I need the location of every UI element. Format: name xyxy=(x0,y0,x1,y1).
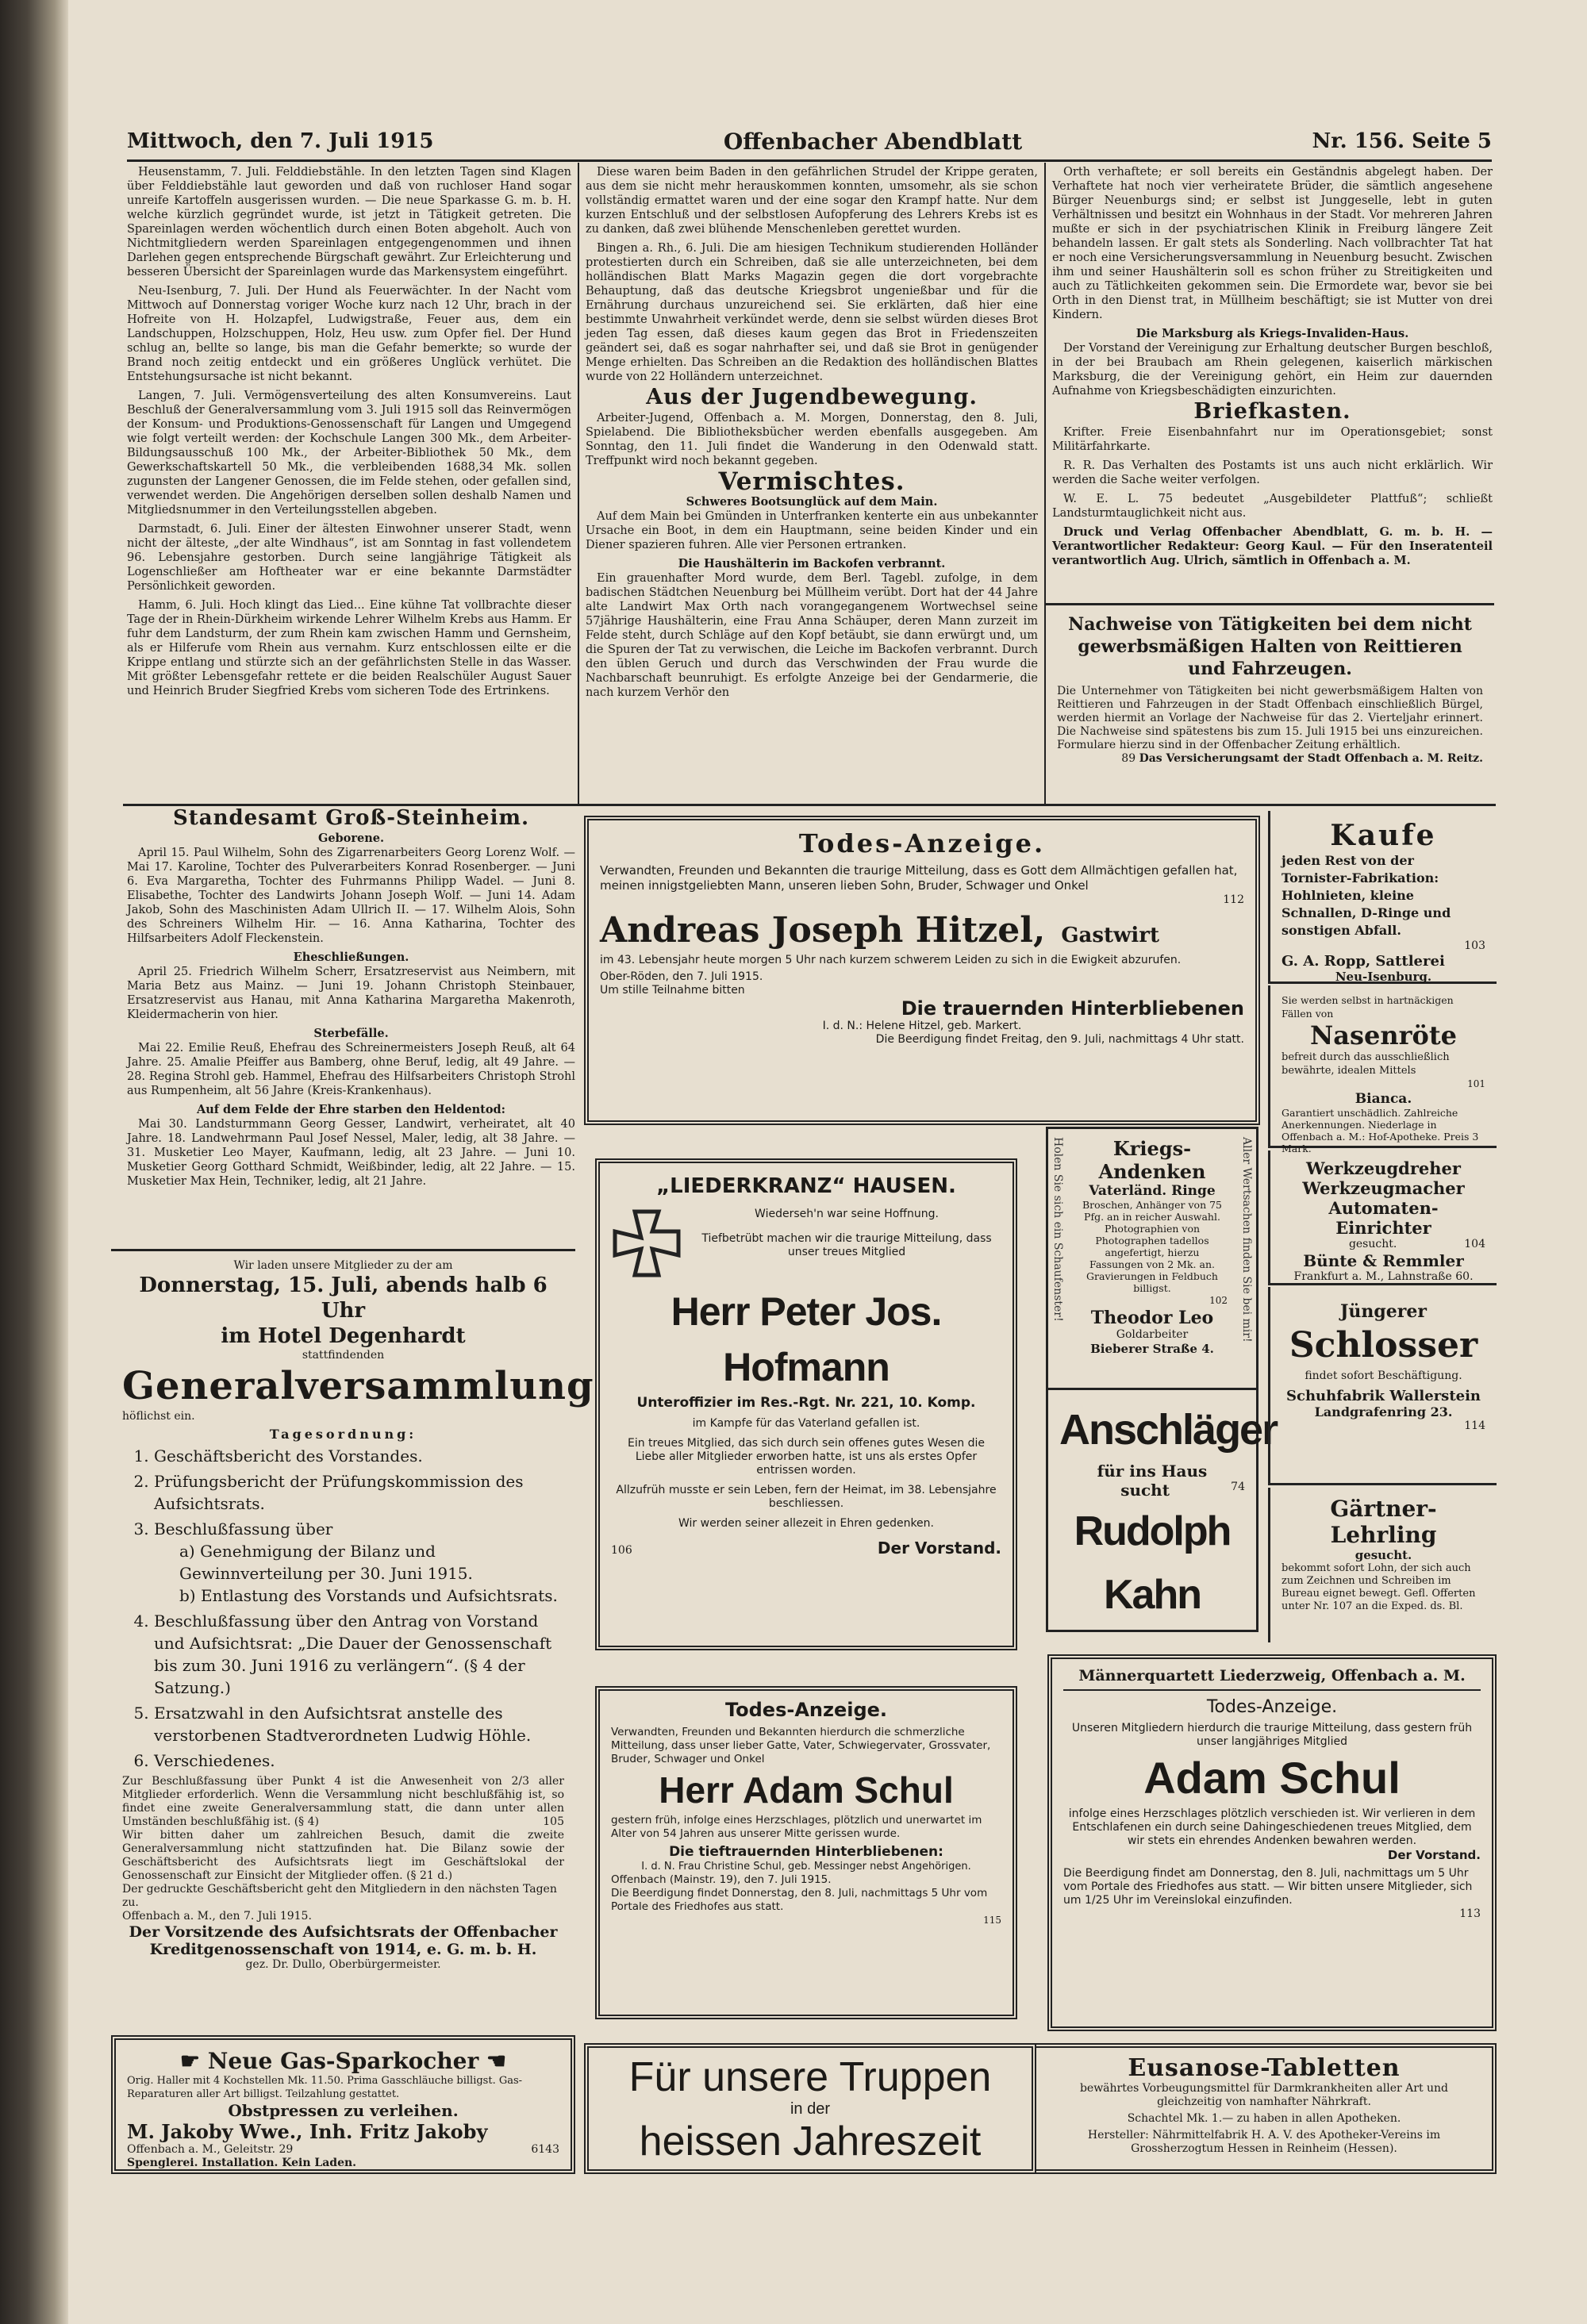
article-heusenstamm: Heusenstamm, 7. Juli. Felddiebstähle. In den letzten Tagen sind Klagen über Felddiebstähle laut geworden und daß von ruchloser Hand sogar unreife Kartoffeln ausgerissen wurden. — Die neue Sparkasse G. m. b. H. welche kürzlich gegründet wurde, ist jetzt in Tätigkeit getreten. Die Spareinlagen werden wöchentlich durch einen Boten abgeholt. Auch von Nichtmitgliedern werden Spareinlagen entgegengenommen und ihnen Darlehen gegen entsprechende Bürgschaft gewährt. Zur Erleichterung und besseren Übersicht der Spareinlagen wurde das Markensystem eingeführt. xyxy=(127,166,571,278)
lieder-rank: Unteroffizier im Res.-Rgt. Nr. 221, 10. Komp. xyxy=(636,1395,976,1411)
notice-nachweise-title: Nachweise von Tätigkeiten bei dem nicht gewerbsmäßigen Halten von Reittieren und Fahrzeugen. xyxy=(1068,614,1472,679)
article-housekeeper: Ein grauenhafter Mord wurde, dem Berl. Tagebl. zufolge, in dem badischen Städtchen Neuenburg bei Müllheim verübt. Dort hat der 44 Jahre alte Landwirt Max Orth nach vorangegangenem Wortwechsel seine 57jährige Haushälterin, eine Frau Anna Schäuper, deren Mann zurzeit im Felde steht, durch Schläge auf den Kopf betäubt, sie dann erwürgt und, um die Spuren der Tat zu verwischen, die Leiche im Backofen verbrannt. Durch den üblen Geruch und durch das Verschwinden der Frau wurde die Nachbarschaft beunruhigt. Es erfolgte Anzeige bei der Gendarmerie, die nach kurzem Verhör den xyxy=(586,572,1038,699)
nase-title: Nasenröte xyxy=(1310,1020,1457,1051)
schlosser-address: Landgrafenring 23. xyxy=(1314,1404,1453,1419)
gaertner-title: Gärtner-Lehrling xyxy=(1330,1496,1437,1548)
article-hamm: Hamm, 6. Juli. Hoch klingt das Lied... Eine kühne Tat vollbrachte dieser Tage der in Rhein-Dürkheim wirkende Lehrer Wilhelm Krebs aus Hamm. Er fuhr dem Landsturm, der zum Rhein kam zwischen Hamm und Gernsheim, als er Hilferufe vom Rhein aus vernahm. Kurz entschlossen eilte er die Krippe entlang und stürzte sich an der gefährlichsten Stelle in das Wasser. Mit größter Lebensgefahr rettete er die beiden Realschüler August Sauer und Heinrich Bruder Siegfried Krebs vom sicheren Tode des Ertrinkens. xyxy=(127,599,571,697)
subtitle-housekeeper: Die Haushälterin im Backofen verbrannt. xyxy=(678,557,946,570)
maenner-sign: Der Vorstand. xyxy=(1387,1848,1481,1862)
schul-mourners-2: I. d. N. Frau Christine Schul, geb. Messinger nebst Angehörigen. xyxy=(641,1861,971,1873)
hand-pointer-icon: ☛ xyxy=(179,2048,208,2074)
ad-number: 106 xyxy=(611,1544,632,1557)
schlosser-text: findet sofort Beschäftigung. xyxy=(1305,1369,1462,1382)
column-1 xyxy=(127,165,571,804)
schul-text-2: gestern früh, infolge eines Herzschlages, plötzlich und unerwartet im Alter von 54 Jahren aus unserer Mitte gerissen wurde. xyxy=(611,1814,982,1840)
lieder-text: Tiefbetrübt machen wir die traurige Mitteilung, dass unser treues Mitglied xyxy=(701,1232,992,1258)
lieder-text-4: Allzufrüh musste er sein Leben, fern der Heimat, im 38. Lebensjahre beschliessen. xyxy=(616,1484,997,1510)
krieg-text: Broschen, Anhänger von 75 Pfg. an in reicher Auswahl. Photographien von Photographen tadellos angefertigt, hierzu Fassungen von 2 Mk. an. Gravierungen in Feldbuch billigst. xyxy=(1082,1199,1223,1294)
agenda-subitem-b: b) Entlastung des Vorstands und Aufsichtsrats. xyxy=(179,1586,558,1605)
header-date: Mittwoch, den 7. Juli 1915 xyxy=(127,129,434,153)
gas-title-text: Neue Gas-Sparkocher xyxy=(207,2048,479,2074)
lieder-text-3: Ein treues Mitglied, das sich durch sein offenes gutes Wesen die Liebe aller Mitglieder erworben hatte, ist uns als erstes Opfer entrissen worden. xyxy=(627,1437,986,1477)
agenda-item-text: Beschlußfassung über xyxy=(154,1519,333,1538)
werk-title-1: Werkzeugdreher xyxy=(1306,1158,1461,1178)
eusa-price: Schachtel Mk. 1.— zu haben in allen Apotheken. xyxy=(1127,2112,1401,2125)
kaufe-city: Neu-Isenburg. xyxy=(1335,970,1432,984)
gv-date: Donnerstag, 15. Juli, abends halb 6 Uhr xyxy=(139,1273,548,1323)
marriages-list: April 25. Friedrich Wilhelm Scherr, Ersatzreservist aus Neimbern, mit Maria Betz aus Mainz. — Juni 19. Johann Christoph Steinbauer, Ersatzreservist aus Hanau, mit Anna Katharina Margaretha Makenroth, Kleidermacherin von hier. xyxy=(127,966,575,1021)
gv-note xyxy=(122,1775,564,1829)
hitzel-mourners-2: I. d. N.: Helene Hitzel, geb. Markert. xyxy=(822,1020,1022,1032)
article-langen: Langen, 7. Juli. Vermögensverteilung des alten Konsumvereins. Laut Beschluß der Generalversammlung vom 3. Juli 1915 soll das Reinvermögen der Konsum- und Produktions-Genossenschaft für Langen und Umgegend wie folgt verteilt werden: der Kochschule Langen 300 Mk., dem Arbeiter-Bildungsausschuß 100 Mk., der Arbeiter-Bibliothek 50 Mk., dem Gewerkschaftskartell 50 Mk., die verbleibenden 1688,34 Mk. sollen zugunsten der Langener Genossen, die im Felde stehen, oder gefallen sind, verwendet werden. Die Angehörigen derselben sollen deshalb Namen und Mitgliedsnummer in den Verteilungsstellen abgeben. xyxy=(127,390,571,517)
krieg-occupation: Goldarbeiter xyxy=(1116,1328,1189,1341)
notice-nachweise-sign xyxy=(1057,752,1483,766)
imprint: Druck und Verlag Offenbacher Abendblatt, G. m. b. H. — Verantwortlicher Redakteur: Georg Kaul. — Für den Inseratenteil verantwortlich Aug. Ulrich, sämtlich in Offenbach a. M. xyxy=(1052,525,1493,567)
maenner-title: Todes-Anzeige. xyxy=(1206,1697,1338,1717)
ad-number: 115 xyxy=(983,1915,1001,1926)
section-title-jugend: Aus der Jugendbewegung. xyxy=(646,385,978,409)
ad-kaufe xyxy=(1268,811,1497,984)
section-title-briefkasten: Briefkasten. xyxy=(1193,399,1351,424)
nase-top: Sie werden selbst in hartnäckigen Fällen von xyxy=(1282,994,1454,1020)
ad-liederkranz-hausen xyxy=(595,1158,1017,1650)
krieg-side-text-2: Aller Wertsachen finden Sie bei mir! xyxy=(1240,1137,1253,1343)
article-jugend: Arbeiter-Jugend, Offenbach a. M. Morgen, Donnerstag, den 8. Juli, Spielabend. Die Bibliotheksbücher werden ebenfalls ausgegeben. Am Sonntag, den 11. Juli findet die Wanderung in den Odenwald statt. Treffpunkt wird noch bekannt gegeben. xyxy=(586,412,1038,467)
column-3 xyxy=(1052,165,1493,593)
ad-number: 113 xyxy=(1459,1907,1481,1920)
krieg-firm: Theodor Leo xyxy=(1090,1308,1214,1328)
agenda-subitem-a: a) Genehmigung der Bilanz und Gewinnverteilung per 30. Juni 1915. xyxy=(179,1542,473,1583)
fallen-title: Auf dem Felde der Ehre starben den Heldentod: xyxy=(196,1103,506,1116)
schul-funeral: Die Beerdigung findet Donnerstag, den 8. Juli, nachmittags 5 Uhr vom Portale des Friedhofes aus statt. xyxy=(611,1887,988,1913)
ad-number: 6143 xyxy=(531,2143,559,2156)
ad-number: 104 xyxy=(1464,1238,1485,1250)
schlosser-firm: Schuhfabrik Wallerstein xyxy=(1285,1388,1481,1404)
standesamt-section xyxy=(127,806,575,1247)
gas-text: Orig. Haller mit 4 Kochstellen Mk. 11.50. Prima Gasschläuche billigst. Gas-Reparaturen aller Art billigst. Teilzahlung gestattet. xyxy=(127,2075,523,2100)
schul-text: Verwandten, Freunden und Bekannten hierdurch die schmerzliche Mitteilung, dass unser lieber Gatte, Vater, Schwiegervater, Grossvater, Bruder, Schwager und Onkel xyxy=(611,1726,991,1765)
schul-name: Herr Adam Schul xyxy=(659,1769,954,1811)
fallen-list: Mai 30. Landsturmmann Georg Gesser, Landwirt, verheiratet, alt 40 Jahre. 18. Landwehrmann Paul Josef Nessel, Maler, ledig, alt 38 Jahre. — 31. Musketier Leo Mayer, Kaufmann, ledig, alt 23 Jahre. — Juni 10. Musketier Georg Gotthard Schmidt, Weißbinder, ledig, alt 22 Jahre. — 15. Musketier Max Hein, Techniker, ledig, alt 21 Jahre. xyxy=(127,1118,575,1188)
births-list: April 15. Paul Wilhelm, Sohn des Zigarrenarbeiters Georg Lorenz Wolf. — Mai 17. Karoline, Tochter des Pulverarbeiters Konrad Rosenberger. — Juni 6. Eva Margaretha, Tochter des Fuhrmanns Philipp Wadel. — Juni 8. Elisabethe, Tochter des Landwirts Johann Joseph Wolf. — Juni 14. Adam Jakob, Sohn des Maschinisten Adam Ullrich II. — 17. Wilhelm Alois, Sohn des Schreiners Wilhelm Hir. — 16. Anna Katharina, Tochter des Hilfsarbeiters Adolf Fleckenstein. xyxy=(127,847,575,945)
schul-title: Todes-Anzeige. xyxy=(724,1699,888,1721)
page-binding xyxy=(0,0,68,2324)
agenda-item: 4. Beschlußfassung über den Antrag von Vorstand und Aufsichtsrat: „Die Dauer der Genossenschaft bis zum 30. Juni 1916 zu verlängern“. (§ 4 der Satzung.) xyxy=(154,1610,564,1699)
letter-reply-3: W. E. L. 75 bedeutet „Ausgebildeter Plattfuß“; schließt Landsturmtauglichkeit nicht aus. xyxy=(1052,493,1493,520)
lieder-motto: Wiederseh'n war seine Hoffnung. xyxy=(755,1208,939,1220)
gas-obstpressen: Obstpressen zu verleihen. xyxy=(228,2101,459,2120)
krieg-address: Bieberer Straße 4. xyxy=(1090,1342,1214,1356)
agenda-item: 5. Ersatzwahl in den Aufsichtsrat anstelle des verstorbenen Stadtverordneten Ludwig Höhle. xyxy=(154,1702,564,1746)
subtitle-boat: Schweres Bootsunglück auf dem Main. xyxy=(686,495,938,509)
article-neu-isenburg: Neu-Isenburg, 7. Juli. Der Hund als Feuerwächter. In der Nacht vom Mittwoch auf Donnerstag voriger Woche kurz nach 12 Uhr, brach in der Hofreite von H. Holzapfel, Ludwigstraße, Feuer aus, dem ein Landschuppen, Holzschuppen, Holz, Heu usw. zum Opfer fiel. Der Hund schlug an, bellte so lange, bis man die Gefahr bemerkte; so wurde der Brand noch zeitig entdeckt und ein größeres Unglück verhütet. Die Entstehungsursache ist nicht bekannt. xyxy=(127,285,571,383)
hitzel-name-row xyxy=(600,910,1244,951)
ansch-firm: Rudolph Kahn xyxy=(1074,1508,1231,1618)
gaertner-sought: gesucht. xyxy=(1355,1548,1412,1562)
deaths-title: Sterbefälle. xyxy=(313,1027,389,1040)
article-rescue-continued: Diese waren beim Baden in den gefährlichen Strudel der Krippe geraten, aus dem sie nicht mehr herauskommen konnten, umsomehr, als sie schon vollständig ermattet waren und der eine sogar den Krampf hatte. Nur dem kurzen Entschluß und der selbstlosen Aufopferung des Lehrers Krebs ist es zu danken, daß zwei blühende Menschenleben gerettet wurden. xyxy=(586,166,1038,236)
hitzel-funeral: Die Beerdigung findet Freitag, den 9. Juli, nachmittags 4 Uhr statt. xyxy=(875,1033,1244,1046)
ad-number: 103 xyxy=(1464,939,1485,952)
lieder-name: Herr Peter Jos. Hofmann xyxy=(671,1289,942,1389)
maenner-head: Männerquartett Liederzweig, Offenbach a. M. xyxy=(1063,1667,1481,1691)
gv-place-date: Offenbach a. M., den 7. Juli 1915. xyxy=(122,1910,312,1923)
gas-firm: M. Jakoby Wwe., Inh. Fritz Jakoby xyxy=(127,2120,488,2143)
lieder-text-5: Wir werden seiner allezeit in Ehren gedenken. xyxy=(678,1517,934,1530)
ad-werkzeug xyxy=(1268,1150,1497,1285)
hitzel-text: Verwandten, Freunden und Bekannten die traurige Mitteilung, dass es Gott dem Allmächtigen gefallen hat, meinen innigstgeliebten Mann, unseren lieben Sohn, Bruder, Schwager und Onkel xyxy=(600,863,1238,893)
maenner-funeral: Die Beerdigung findet am Donnerstag, den 8. Juli, nachmittags um 5 Uhr vom Portale des Friedhofes aus statt. — Wir bitten unsere Mitglieder, sich um 1/25 Uhr im Vereinslokal einzufinden. xyxy=(1063,1867,1473,1907)
gas-address-row xyxy=(127,2143,559,2157)
ad-todes-schul xyxy=(595,1686,1017,2019)
hitzel-title: Todes-Anzeige. xyxy=(798,828,1046,859)
gv-stattfindenden: stattfindenden xyxy=(302,1349,385,1362)
maenner-text: Unseren Mitgliedern hierdurch die traurige Mitteilung, dass gestern früh unser langjähriges Mitglied xyxy=(1071,1722,1473,1748)
gv-invite: höflichst ein. xyxy=(122,1410,195,1423)
ad-number: 101 xyxy=(1467,1078,1485,1089)
ad-schlosser xyxy=(1268,1287,1497,1485)
ad-number: 105 xyxy=(543,1815,564,1828)
notice-nachweise xyxy=(1046,603,1494,801)
ad-anschlaeger xyxy=(1046,1390,1278,1632)
ad-number: 102 xyxy=(1209,1295,1228,1306)
gas-footer: Spenglerei. Installation. Kein Laden. xyxy=(127,2157,357,2169)
gv-note-text: Zur Beschlußfassung über Punkt 4 ist die Anwesenheit von 2/3 aller Mitglieder erforderlich. Wenn die Versammlung nicht beschlußfähig ist, so findet eine zweite Generalversammlung statt, die dann unter allen Umständen beschlußfähig ist. (§ 4) xyxy=(122,1775,564,1828)
page-header xyxy=(127,123,1492,162)
ad-gaertner xyxy=(1268,1488,1497,1642)
krieg-content xyxy=(1059,1137,1245,1356)
gv-intro: Wir laden unsere Mitglieder zu der am xyxy=(233,1259,453,1272)
ad-number: 89 xyxy=(1121,752,1136,765)
gv-place: im Hotel Degenhardt xyxy=(221,1324,466,1348)
lieder-text-2: im Kampfe für das Vaterland gefallen ist. xyxy=(692,1417,920,1430)
ad-kriegs-andenken xyxy=(1046,1127,1258,1390)
gv-agenda xyxy=(122,1445,564,1772)
krieg-side-text: Holen Sie sich ein Schaufenster! xyxy=(1051,1137,1064,1322)
ad-gas-sparkocher xyxy=(111,2035,575,2174)
hitzel-place: Ober-Röden, den 7. Juli 1915. xyxy=(600,970,763,983)
ad-number: 114 xyxy=(1464,1419,1485,1432)
kaufe-text: jeden Rest von der Tornister-Fabrikation: Hohlnieten, kleine Schnallen, D-Ringe und sonstigen Abfall. xyxy=(1282,853,1451,938)
ad-nasenroete xyxy=(1268,985,1497,1154)
gas-address: Offenbach a. M., Geleitstr. 29 xyxy=(127,2143,294,2156)
gv-title: Generalversammlung xyxy=(122,1364,594,1408)
krieg-sub: Vaterländ. Ringe xyxy=(1089,1183,1216,1199)
maenner-name: Adam Schul xyxy=(1143,1753,1401,1803)
nase-text-2: Garantiert unschädlich. Zahlreiche Anerkennungen. Niederlage in Offenbach a. M.: Hof-Apotheke. Preis 3 Mark. xyxy=(1282,1107,1479,1154)
deaths-list: Mai 22. Emilie Reuß, Ehefrau des Schreinermeisters Joseph Reuß, alt 64 Jahre. 25. Amalie Pfeiffer aus Bamberg, ohne Beruf, ledig, alt 49 Jahre. — 28. Regina Strohl geb. Hammel, Ehefrau des Hilfsarbeiters Christoph Strohl aus Rumpenheim, alt 56 Jahre (Kreis-Krankenhaus). xyxy=(127,1042,575,1097)
ansch-sought-text: sucht xyxy=(1120,1481,1170,1500)
nase-brand: Bianca. xyxy=(1355,1091,1412,1107)
gaertner-text: bekommt sofort Lohn, der sich auch zum Zeichnen und Schreiben im Bureau eignet bewegt. Gefl. Offerten unter Nr. 107 an die Exped. ds. Bl. xyxy=(1282,1562,1476,1612)
header-issue: Nr. 156. Seite 5 xyxy=(1312,129,1492,153)
ad-maennerquartett xyxy=(1047,1654,1497,2031)
werk-sought xyxy=(1282,1238,1485,1251)
eusa-title: Eusanose-Tabletten xyxy=(1128,2054,1401,2082)
letter-reply-2: R. R. Das Verhalten des Postamts ist uns auch nicht erklärlich. Wir werden die Sache weiter verfolgen. xyxy=(1052,459,1493,486)
agenda-item: 6. Verschiedenes. xyxy=(154,1750,564,1772)
section-title-vermischtes: Vermischtes. xyxy=(718,467,905,496)
hitzel-text-2: im 43. Lebensjahr heute morgen 5 Uhr nach kurzem schwerem Leiden zu sich in die Ewigkeit abzurufen. xyxy=(600,954,1182,966)
ansch-title: Anschläger xyxy=(1059,1406,1278,1454)
column-rule xyxy=(578,163,579,804)
agenda-item xyxy=(154,1518,564,1607)
schul-mourners: Die tieftrauernden Hinterbliebenen: xyxy=(669,1844,943,1860)
births-title: Geborene. xyxy=(317,832,385,845)
schul-place: Offenbach (Mainstr. 19), den 7. Juli 1915. xyxy=(611,1873,832,1886)
gv-note-2: Wir bitten daher um zahlreichen Besuch, damit die zweite Generalversammlung nicht stattzufinden hat. Die Bilanz sowie der Geschäftsbericht des Aufsichtsrats liegt im Geschäftslokal der Genossenschaft zur Einsicht der Mitglieder offen. (§ 21 d.) xyxy=(122,1829,564,1882)
werk-title-2: Werkzeugmacher xyxy=(1302,1178,1465,1198)
kaufe-firm: G. A. Ropp, Sattlerei xyxy=(1282,953,1445,970)
gv-note-3: Der gedruckte Geschäftsbericht geht den Mitgliedern in den nächsten Tagen zu. xyxy=(122,1883,557,1909)
hitzel-name: Andreas Joseph Hitzel, xyxy=(600,910,1046,951)
truppen-line-3: heissen Jahreszeit xyxy=(639,2118,982,2165)
schlosser-title: Schlosser xyxy=(1289,1325,1478,1366)
truppen-line-2: in der xyxy=(790,2100,831,2118)
eusa-maker: Hersteller: Nährmittelfabrik H. A. V. des Apotheker-Vereins im Grossherzogtum Hessen in Reinheim (Hessen). xyxy=(1087,2129,1441,2155)
notice-nachweise-text: Die Unternehmer von Tätigkeiten bei nicht gewerbsmäßigem Halten von Reittieren und Fahrzeugen in der Stadt Offenbach einschließlich Bürgel, werden hiermit an Vorlage der Nachweise für das 2. Vierteljahr erinnert. Die Nachweise sind spätestens bis zum 15. Juli 1915 bei uns einzureichen. Formulare hierzu sind in der Offenbacher Zeitung erhältlich. xyxy=(1057,685,1483,751)
lieder-motto-row xyxy=(611,1208,1001,1279)
column-2 xyxy=(586,165,1038,804)
ad-number: 74 xyxy=(1231,1481,1245,1493)
hitzel-mourners: Die trauernden Hinterbliebenen xyxy=(901,997,1244,1020)
kaufe-title: Kaufe xyxy=(1330,819,1437,852)
iron-cross-icon xyxy=(611,1208,682,1279)
lieder-sign: Der Vorstand. xyxy=(877,1538,1001,1558)
krieg-title: Kriegs-Andenken xyxy=(1098,1137,1206,1183)
letter-reply-1: Krifter. Freie Eisenbahnfahrt nur im Operationsgebiet; sonst Militärfahrkarte. xyxy=(1052,426,1493,453)
werk-firm: Bünte & Remmler xyxy=(1303,1251,1464,1270)
ad-fuer-truppen xyxy=(584,2043,1036,2174)
ansch-sought xyxy=(1059,1481,1245,1500)
notice-nachweise-signature: Das Versicherungsamt der Stadt Offenbach a. M. Reitz. xyxy=(1139,752,1483,765)
agenda-item: 2. Prüfungsbericht der Prüfungskommission des Aufsichtsrats. xyxy=(154,1470,564,1515)
subtitle-marksburg: Die Marksburg als Kriegs-Invaliden-Haus. xyxy=(1135,327,1409,340)
ad-todes-hitzel xyxy=(584,816,1260,1125)
gv-signature-2: Kreditgenossenschaft von 1914, e. G. m. b. H. xyxy=(149,1941,537,1958)
hand-pointer-icon: ☚ xyxy=(478,2048,507,2074)
gv-agenda-title: Tagesordnung: xyxy=(269,1427,417,1442)
lieder-title: „LIEDERKRANZ“ HAUSEN. xyxy=(656,1174,956,1198)
werk-title-3: Automaten-Einrichter xyxy=(1328,1198,1439,1238)
agenda-item: 1. Geschäftsbericht des Vorstandes. xyxy=(154,1445,564,1467)
werk-sought-text: gesucht. xyxy=(1348,1238,1397,1250)
article-marksburg: Der Vorstand der Vereinigung zur Erhaltung deutscher Burgen beschloß, in der bei Braubach am Rhein gelegenen, kaiserlich märkischen Marksburg, die der Vereinigung gehört, ein Heim zur dauernden Aufnahme von Kriegsbeschädigten einzurichten. xyxy=(1052,342,1493,398)
article-boat: Auf dem Main bei Gmünden in Unterfranken kenterte ein aus unbekannter Ursache ein Boot, in dem ein Hauptmann, seine beiden Kinder und ein Diener spazieren fuhren. Alle vier Personen ertranken. xyxy=(586,510,1038,551)
article-orth-continued: Orth verhaftete; er soll bereits ein Geständnis abgelegt haben. Der Verhaftete hat noch vier verheiratete Brüder, die sämtlich angesehene Bürger Neuenburgs sind; er selbst ist Junggeselle, lebt in guten Verhältnissen und besitzt ein Wohnhaus in der Stadt. Vor mehreren Jahren mußte er sich in der psychiatrischen Klinik in Freiburg längere Zeit behandeln lassen. Er galt stets als Sonderling. Nach vollbrachter Tat hat er noch eine Versicherungsversammlung in Neuenburg besucht. Zwischen ihm und seiner Haushälterin soll es schon früher zu Streitigkeiten und auch zu Tätlichkeiten gekommen sein. Die Ermordete war, bevor sie bei Orth in den Dienst trat, in Müllheim beschäftigt; sie ist Mutter von drei Kindern. xyxy=(1052,166,1493,321)
article-darmstadt: Darmstadt, 6. Juli. Einer der ältesten Einwohner unserer Stadt, wenn nicht der älteste, „der alte Windhaus“, ist am Sonntag in fast vollendetem 96. Lebensjahre gestorben. Durch seine langjährige Tätigkeit als Logenschließer am Hoftheater war er eine bekannte Darmstädter Persönlichkeit geworden. xyxy=(127,523,571,593)
truppen-line-1: Für unsere Truppen xyxy=(628,2054,992,2100)
ad-generalversammlung xyxy=(111,1249,594,2019)
eusa-text: bewährtes Vorbeugungsmittel für Darmkrankheiten aller Art und gleichzeitig von namhafter Nährkraft. xyxy=(1079,2082,1449,2108)
gv-signature-1: Der Vorsitzende des Aufsichtsrats der Offenbacher xyxy=(129,1923,558,1941)
werk-address: Frankfurt a. M., Lahnstraße 60. xyxy=(1293,1270,1474,1283)
ansch-sub: für ins Haus xyxy=(1097,1462,1208,1481)
nase-text: befreit durch das ausschließlich bewährte, idealen Mittels xyxy=(1282,1051,1450,1077)
gas-title xyxy=(127,2048,559,2074)
hitzel-occupation: Gastwirt xyxy=(1061,924,1159,947)
lieder-text-block xyxy=(692,1208,1001,1279)
lieder-footer xyxy=(611,1538,1001,1558)
hitzel-quiet: Um stille Teilnahme bitten xyxy=(600,984,745,997)
standesamt-title: Standesamt Groß-Steinheim. xyxy=(172,806,530,830)
maenner-text-2: infolge eines Herzschlages plötzlich verschieden ist. Wir verlieren in dem Entschlafenen ein durch seine Dahingeschiedenen treues Mitglied, dem wir stets ein ehrendes Andenken bewahren werden. xyxy=(1068,1807,1476,1847)
gv-signature-3: gez. Dr. Dullo, Oberbürgermeister. xyxy=(245,1958,441,1971)
marriages-title: Eheschließungen. xyxy=(293,951,409,964)
ad-number: 112 xyxy=(1223,893,1244,906)
schlosser-pre: Jüngerer xyxy=(1340,1301,1427,1322)
article-bingen: Bingen a. Rh., 6. Juli. Die am hiesigen Technikum studierenden Holländer protestierten durch ein Schreiben, daß sie alle unterzeichneten, bei dem holländischen Blatt Marks Magazin gegen die dort vorgebrachte Behauptung, daß das deutsche Kriegsbrot ungenießbar und für die Ernährung durchaus unzureichend sei. Sie erklärten, daß hier eine bestimmte Unwahrheit verkündet werde, denn sie selbst würden dieses Brot jeden Tag essen, daß dieses kaum gegen das Brot in Friedenszeiten geändert sei, daß es sogar nahrhafter sei, und daß sie Brot in genügender Menge erhielten. Das Schreiben an die Redaktion des holländischen Blattes wurde von 22 Holländern unterzeichnet. xyxy=(586,242,1038,383)
header-paper-title: Offenbacher Abendblatt xyxy=(723,128,1023,155)
ad-eusanose xyxy=(1036,2043,1497,2174)
